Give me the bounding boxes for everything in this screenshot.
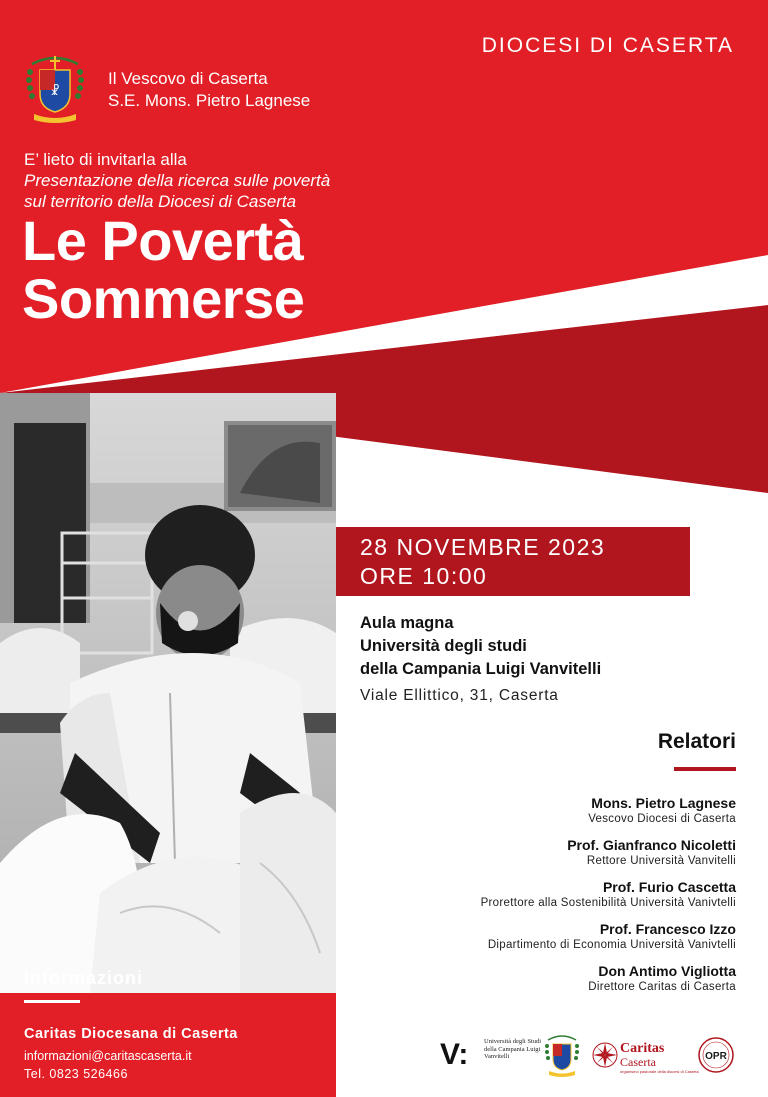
event-title-line-2: Sommerse: [22, 267, 305, 330]
event-date: 28 NOVEMBRE 2023: [360, 534, 606, 560]
speakers-heading: Relatori: [657, 730, 736, 753]
vanvitelli-logo-text: Università degli Studi della Campania Luigi Vanvitelli: [484, 1038, 542, 1060]
event-time: ORE 10:00: [360, 563, 488, 589]
speaker-role: Rettore Università Vanvitelli: [586, 855, 736, 867]
speaker-item: [406, 836, 736, 868]
opr-logo-text: OPR: [705, 1051, 727, 1062]
bishop-name: S.E. Mons. Pietro Lagnese: [108, 91, 311, 110]
event-title-line-1: Le Povertà: [22, 209, 304, 272]
speaker-name: Mons. Pietro Lagnese: [591, 795, 736, 811]
info-heading: Informazioni: [24, 968, 143, 988]
partner-logos: [440, 1030, 740, 1085]
info-heading-underline: [24, 1000, 80, 1003]
event-date-box: [336, 527, 690, 596]
invite-line-1: E’ lieto di invitarla alla: [24, 150, 187, 169]
speaker-item: [406, 878, 736, 910]
caritas-cross-icon: [592, 1042, 618, 1068]
caritas-logo: [592, 1040, 699, 1076]
speaker-name: Prof. Francesco Izzo: [599, 921, 736, 937]
speaker-item: [406, 962, 736, 994]
bishop-crest-icon: [26, 50, 84, 126]
bishop-title: Il Vescovo di Caserta: [108, 69, 268, 88]
speaker-item: [406, 794, 736, 826]
volunteer-photo: [0, 393, 336, 993]
venue-address: Viale Ellittico, 31, Caserta: [360, 687, 559, 704]
speaker-item: [406, 920, 736, 952]
diocese-name: DIOCESI DI CASERTA: [481, 34, 734, 57]
speaker-role: Vescovo Diocesi di Caserta: [588, 813, 736, 825]
speaker-name: Prof. Gianfranco Nicoletti: [567, 837, 736, 853]
speaker-role: Dipartimento di Economia Università Vanivtelli: [487, 939, 736, 951]
speaker-role: Direttore Caritas di Caserta: [588, 981, 736, 993]
svg-text:☧: ☧: [50, 84, 60, 98]
speaker-name: Don Antimo Vigliotta: [598, 963, 736, 979]
caritas-subtitle: organismo pastorale della diocesi di Caserta: [620, 1069, 699, 1074]
invite-text: [24, 149, 330, 212]
invite-line-3: sul territorio della Diocesi di Caserta: [24, 192, 297, 211]
venue-line-1: Aula magna: [360, 614, 454, 632]
diocese-crest-icon: [544, 1032, 580, 1078]
info-email[interactable]: informazioni@caritascaserta.it: [24, 1049, 192, 1063]
venue-line-2: Università degli studi: [360, 637, 527, 655]
bishop-block: [108, 68, 310, 112]
info-organization: Caritas Diocesana di Caserta: [24, 1026, 238, 1042]
invite-line-2: Presentazione della ricerca sulle povertà: [24, 171, 331, 190]
venue-block: [360, 612, 601, 707]
speaker-role: Prorettore alla Sostenibilità Università Vanivtelli: [480, 897, 736, 909]
speakers-heading-underline: [674, 767, 736, 771]
caritas-city: Caserta: [620, 1055, 656, 1069]
speakers-list: [406, 794, 736, 1004]
info-phone[interactable]: Tel. 0823 526466: [24, 1067, 128, 1081]
venue-line-3: della Campania Luigi Vanvitelli: [360, 660, 602, 678]
event-title: [22, 209, 305, 330]
speaker-name: Prof. Furio Cascetta: [602, 879, 736, 895]
caritas-name: Caritas: [620, 1041, 665, 1056]
vanvitelli-logo-mark: V:: [440, 1038, 469, 1071]
opr-logo-icon: [696, 1035, 736, 1075]
